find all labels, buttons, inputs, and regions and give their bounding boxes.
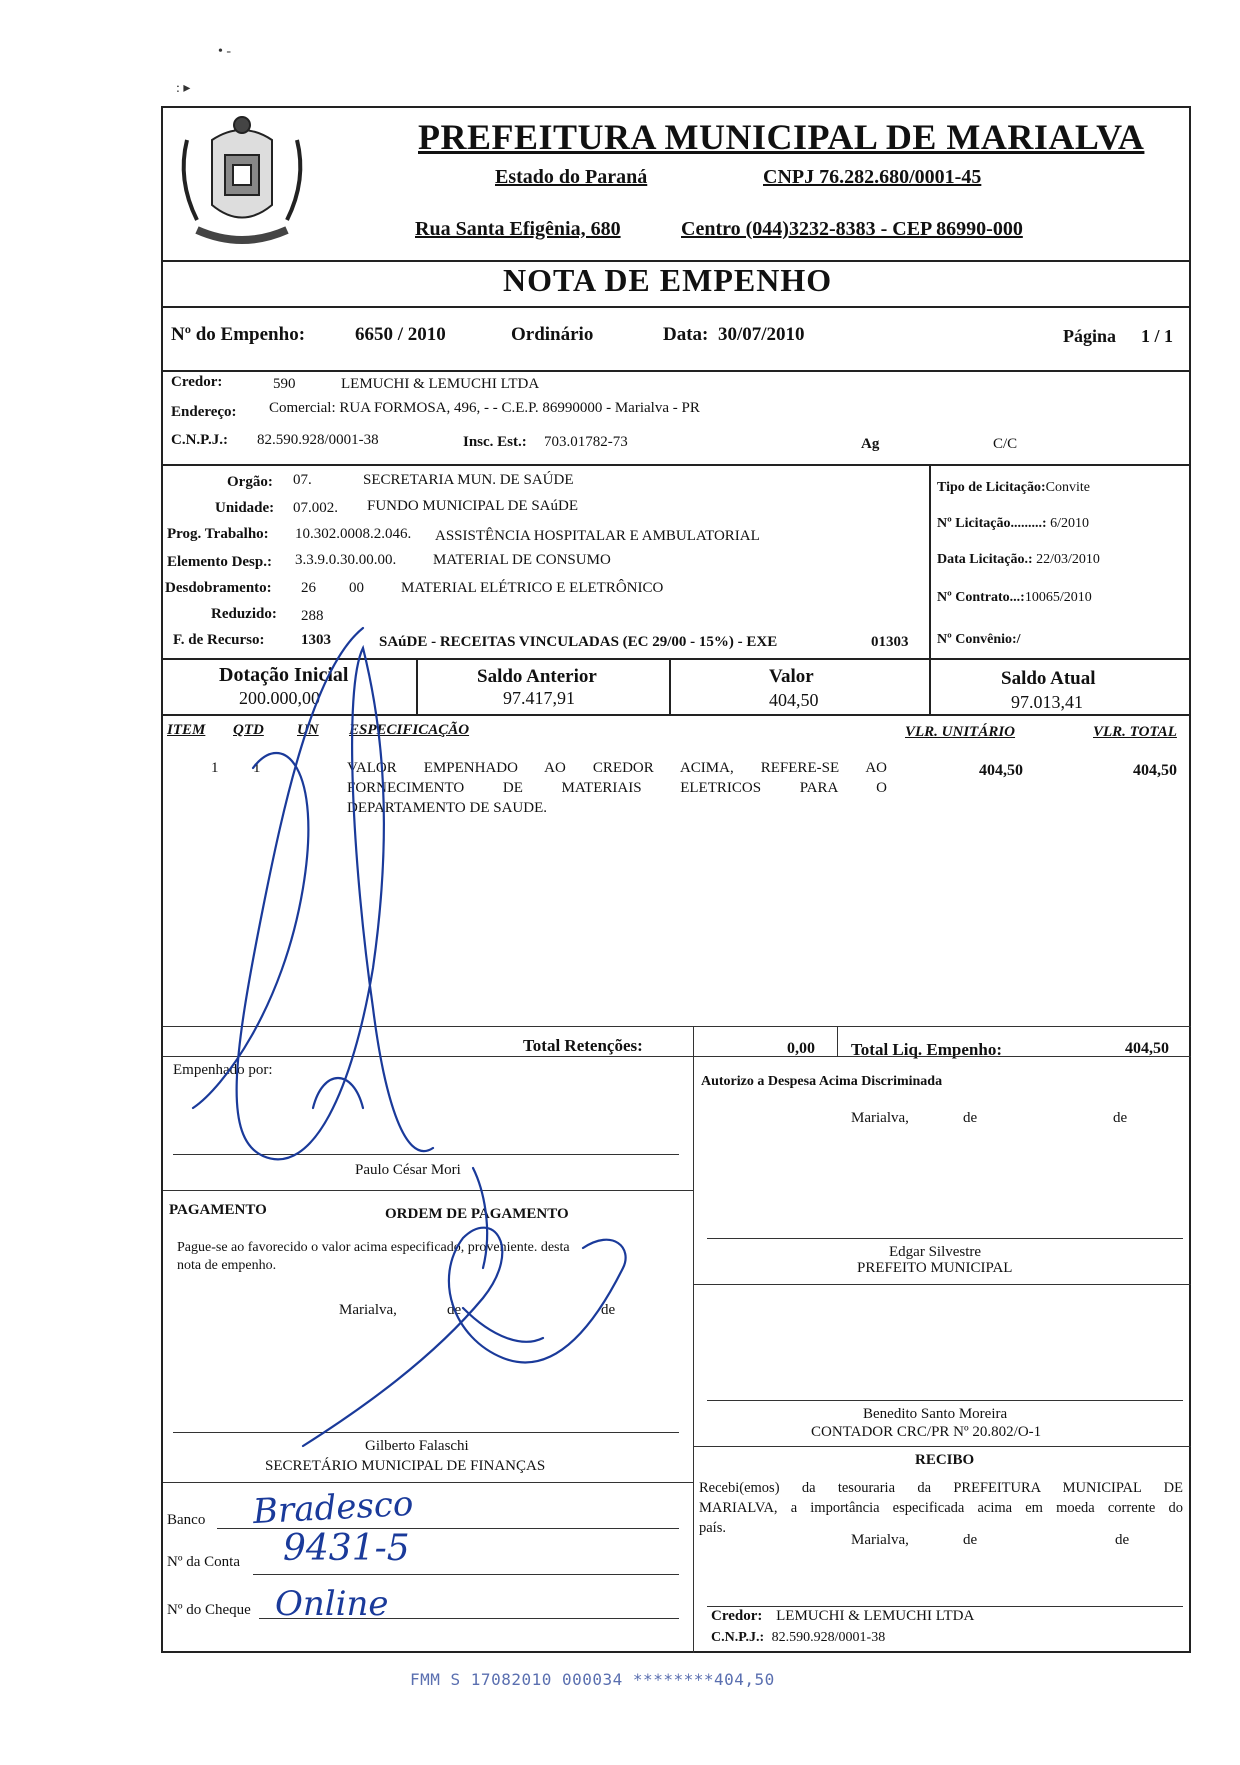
header-cnpj: CNPJ 76.282.680/0001-45 [763, 166, 982, 188]
endereco-label: Endereço: [171, 404, 237, 420]
valor-value: 404,50 [769, 690, 819, 710]
pagamento-de2: de [601, 1302, 616, 1318]
autorizo-label: Autorizo a Despesa Acima Discriminada [701, 1074, 943, 1089]
recibo-text-3: país. [699, 1520, 726, 1536]
desdobramento-b: 00 [349, 580, 364, 596]
pagamento-text-1: Pague-se ao favorecido o valor acima especificado, proveniente. desta [177, 1240, 570, 1255]
empenho-number-label: Nº do Empenho: [171, 324, 306, 345]
desdobramento-label: Desdobramento: [165, 580, 272, 596]
saldo-anterior-value: 97.417,91 [503, 688, 575, 708]
prog-code: 10.302.0008.2.046. [295, 526, 412, 542]
licitacao-convenio: Nº Convênio:/ [937, 632, 1021, 647]
licitacao-contrato-label: Nº Contrato...: [937, 590, 1025, 605]
cheque-handwritten: Online [275, 1584, 389, 1624]
orgao-name: SECRETARIA MUN. DE SAÚDE [363, 472, 574, 488]
recibo-cnpj-label: C.N.P.J.: [711, 1630, 765, 1645]
elemento-name: MATERIAL DE CONSUMO [433, 552, 611, 568]
insc-label: Insc. Est.: [463, 434, 527, 450]
col-spec-header: ESPECIFICAÇÃO [349, 722, 470, 738]
saldo-atual-value: 97.013,41 [1011, 692, 1083, 712]
item-spec-line1: VALOR EMPENHADO AO CREDOR ACIMA, REFERE-SE AO [347, 760, 887, 776]
recibo-credor-value: LEMUCHI & LEMUCHI LTDA [776, 1608, 975, 1624]
ag-label: Ag [861, 436, 880, 452]
prefeito-name: Edgar Silvestre [889, 1244, 982, 1260]
fonte-label: F. de Recurso: [173, 632, 265, 648]
orgao-code: 07. [293, 472, 312, 488]
cc-label: C/C [993, 436, 1018, 452]
dotacao-inicial-label: Dotação Inicial [219, 664, 349, 686]
empenho-date-label: Data: [663, 324, 709, 345]
nota-de-empenho-form [161, 106, 1191, 1653]
desdobramento-a: 26 [301, 580, 316, 596]
recibo-de1: de [963, 1532, 978, 1548]
recibo-credor-label: Credor: [711, 1608, 763, 1624]
cashier-stamp: FMM S 17082010 000034 ********404,50 [410, 1670, 775, 1689]
item-number: 1 [211, 760, 219, 776]
prog-label: Prog. Trabalho: [167, 526, 269, 542]
cheque-label: Nº do Cheque [167, 1602, 251, 1618]
saldo-atual-label: Saldo Atual [1001, 668, 1096, 689]
credor-name: LEMUCHI & LEMUCHI LTDA [341, 376, 540, 392]
recibo-text-1: Recebi(emos) da tesouraria da PREFEITURA MUNICIPAL DE [699, 1480, 1183, 1496]
unidade-code: 07.002. [293, 500, 338, 516]
fonte-name: SAúDE - RECEITAS VINCULADAS (EC 29/00 - 15%) - EXE [379, 634, 778, 650]
conta-handwritten: 9431-5 [283, 1528, 410, 1569]
item-unit-value: 404,50 [979, 762, 1023, 779]
credor-label: Credor: [171, 374, 223, 390]
prefeito-title: PREFEITO MUNICIPAL [857, 1260, 1013, 1276]
recibo-label: RECIBO [915, 1452, 975, 1468]
retencoes-label: Total Retenções: [523, 1036, 643, 1055]
prog-name: ASSISTÊNCIA HOSPITALAR E AMBULATORIAL [435, 528, 760, 544]
empenhado-signer: Paulo César Mori [355, 1162, 461, 1178]
secretario-title: SECRETÁRIO MUNICIPAL DE FINANÇAS [265, 1458, 546, 1474]
recibo-city: Marialva, [851, 1532, 909, 1548]
desdobramento-name: MATERIAL ELÉTRICO E ELETRÔNICO [401, 580, 664, 596]
page-number: 1 / 1 [1141, 326, 1174, 346]
elemento-code: 3.3.9.0.30.00.00. [295, 552, 397, 568]
liq-label: Total Liq. Empenho: [851, 1040, 1002, 1059]
recibo-cnpj-value: 82.590.928/0001-38 [771, 1630, 886, 1645]
autorizo-de2: de [1113, 1110, 1128, 1126]
pagamento-text-2: nota de empenho. [177, 1258, 277, 1273]
empenho-number: 6650 / 2010 [355, 324, 446, 345]
reduzido-value: 288 [301, 608, 324, 624]
contador-name: Benedito Santo Moreira [863, 1406, 1008, 1422]
credor-cnpj: 82.590.928/0001-38 [257, 432, 379, 448]
col-un-header: UN [297, 722, 319, 738]
pen-signatures [163, 108, 1193, 1655]
empenho-kind: Ordinário [511, 324, 594, 345]
page-label: Página [1063, 326, 1117, 346]
fonte-code-2: 01303 [871, 634, 909, 650]
licitacao-num-value: 6/2010 [1050, 516, 1089, 531]
licitacao-contrato-value: 10065/2010 [1024, 590, 1092, 605]
autorizo-city: Marialva, [851, 1110, 909, 1126]
banco-label: Banco [167, 1512, 206, 1528]
conta-label: Nº da Conta [167, 1554, 240, 1570]
licitacao-num-label: Nº Licitação.........: [937, 516, 1047, 531]
empenho-date: 30/07/2010 [718, 324, 805, 345]
doc-type-title: NOTA DE EMPENHO [503, 262, 833, 298]
insc-value: 703.01782-73 [544, 434, 628, 450]
scan-mark: : ▸ [176, 81, 191, 96]
recibo-text-2: MARIALVA, a importância especificada acima em moeda corrente do [699, 1500, 1183, 1516]
ordem-label: ORDEM DE PAGAMENTO [385, 1206, 569, 1222]
contador-title: CONTADOR CRC/PR Nº 20.802/O-1 [811, 1424, 1042, 1440]
pagamento-de1: de [447, 1302, 462, 1318]
reduzido-label: Reduzido: [211, 606, 277, 622]
empenhado-label: Empenhado por: [173, 1062, 273, 1078]
credor-cnpj-label: C.N.P.J.: [171, 432, 228, 448]
col-item-header: ITEM [167, 722, 206, 738]
col-total-header: VLR. TOTAL [1093, 724, 1177, 740]
item-total-value: 404,50 [1133, 762, 1177, 779]
elemento-label: Elemento Desp.: [167, 554, 272, 570]
secretario-name: Gilberto Falaschi [365, 1438, 469, 1454]
recibo-de2: de [1115, 1532, 1130, 1548]
orgao-label: Orgão: [227, 474, 273, 490]
unidade-name: FUNDO MUNICIPAL DE SAúDE [367, 498, 578, 514]
scan-mark: • - [218, 44, 232, 59]
autorizo-de1: de [963, 1110, 978, 1126]
licitacao-tipo-label: Tipo de Licitação: [937, 480, 1046, 495]
pagamento-city: Marialva, [339, 1302, 397, 1318]
dotacao-inicial-value: 200.000,00 [239, 688, 320, 708]
credor-address: Comercial: RUA FORMOSA, 496, - - C.E.P. 86990000 - Marialva - PR [269, 400, 700, 416]
col-qtd-header: QTD [233, 722, 264, 738]
liq-value: 404,50 [1125, 1040, 1169, 1057]
unidade-label: Unidade: [215, 500, 275, 516]
item-spec-line2: FORNECIMENTO DE MATERIAIS ELETRICOS PARA O [347, 780, 887, 796]
retencoes-value: 0,00 [787, 1040, 815, 1057]
header-contact: Centro (044)3232-8383 - CEP 86990-000 [681, 218, 1023, 240]
pagamento-label: PAGAMENTO [169, 1202, 267, 1218]
saldo-anterior-label: Saldo Anterior [477, 666, 597, 687]
licitacao-data-value: 22/03/2010 [1036, 552, 1100, 567]
licitacao-data-label: Data Licitação.: [937, 552, 1033, 567]
banco-handwritten: Bradesco [252, 1483, 415, 1533]
valor-label: Valor [769, 666, 814, 687]
item-spec-line3: DEPARTAMENTO DE SAUDE. [347, 800, 547, 816]
header-address: Rua Santa Efigênia, 680 [415, 218, 621, 240]
col-unit-header: VLR. UNITÁRIO [905, 724, 1016, 740]
fonte-code: 1303 [301, 632, 331, 648]
header-state: Estado do Paraná [495, 166, 648, 188]
licitacao-tipo-value: Convite [1045, 480, 1090, 495]
item-qty: 1 [253, 760, 261, 776]
credor-code: 590 [273, 376, 296, 392]
header-title: PREFEITURA MUNICIPAL DE MARIALVA [418, 117, 1145, 157]
